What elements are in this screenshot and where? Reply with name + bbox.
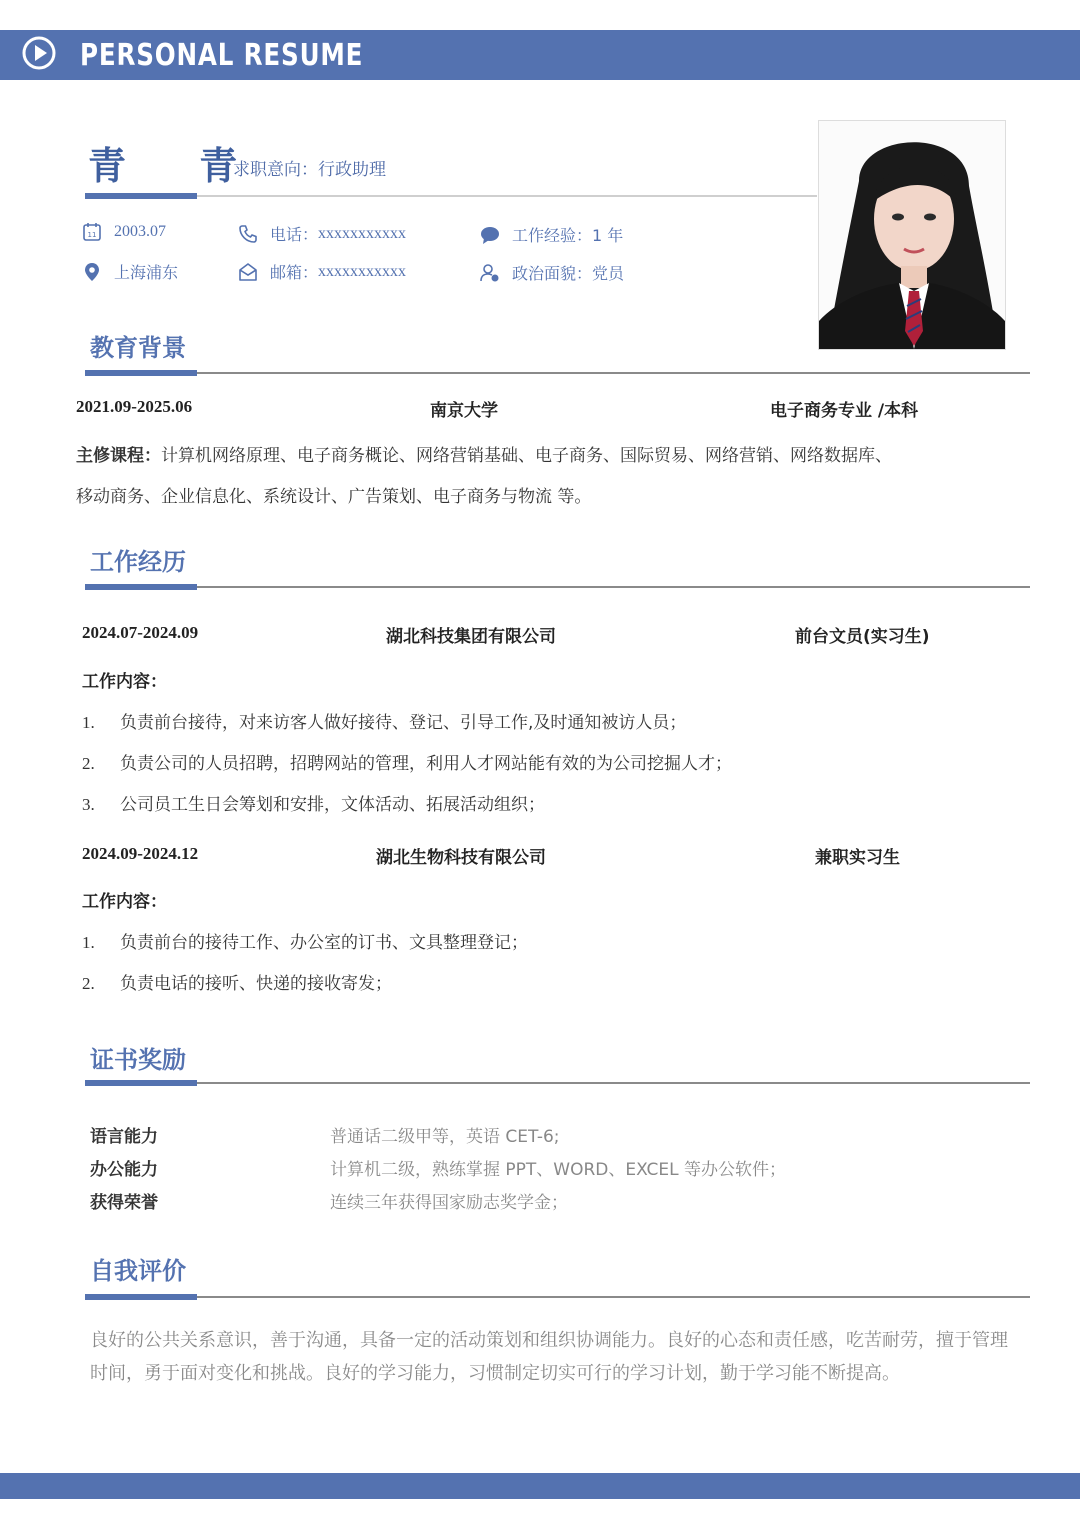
self-eval-divider xyxy=(197,1296,1030,1298)
courses-line-1 xyxy=(76,441,892,466)
self-eval-title-bar xyxy=(85,1294,197,1300)
job-2-content-label: 工作内容： xyxy=(82,892,167,912)
candidate-name: 青 青 xyxy=(88,144,268,188)
play-icon xyxy=(22,36,56,70)
person-icon xyxy=(480,263,500,283)
work-divider xyxy=(197,586,1030,588)
certs-title: 证书奖励 xyxy=(90,1046,186,1074)
job-2-role: 兼职实习生 xyxy=(815,848,900,868)
major-degree: 电子商务专业 /本科 xyxy=(770,401,919,421)
job-1-company: 湖北科技集团有限公司 xyxy=(386,627,556,647)
job-1-item-1 xyxy=(82,708,686,733)
education-period: 2021.09-2025.06 xyxy=(76,397,193,416)
work-title-bar xyxy=(85,584,197,590)
cert-label-language: 语言能力 xyxy=(90,1127,158,1147)
courses-text-1: 计算机网络原理、电子商务概论、网络营销基础、电子商务、国际贸易、网络营销、网络数据库、 xyxy=(161,446,892,466)
birth-date: 2003.07 xyxy=(114,223,166,240)
item-text: 负责公司的人员招聘，招聘网站的管理，利用人才网站能有效的为公司挖掘人才； xyxy=(120,754,732,774)
item-text: 公司员工生日会筹划和安排，文体活动、拓展活动组织； xyxy=(120,795,545,815)
footer-bar xyxy=(0,1473,1080,1499)
item-number: 2. xyxy=(82,754,95,773)
item-number: 2. xyxy=(82,974,95,993)
phone-label: 电话： xyxy=(270,225,319,244)
job-1-content-label: 工作内容： xyxy=(82,672,167,692)
email-icon xyxy=(238,262,258,282)
item-number: 3. xyxy=(82,795,95,814)
political-status: 政治面貌：党员 xyxy=(512,264,625,283)
name-underline xyxy=(85,193,197,199)
experience-info xyxy=(480,223,623,246)
school-name: 南京大学 xyxy=(430,401,498,421)
profile-photo xyxy=(818,120,1006,350)
job-2-company: 湖北生物科技有限公司 xyxy=(376,848,546,868)
cert-label-office: 办公能力 xyxy=(90,1160,158,1180)
education-title: 教育背景 xyxy=(90,334,186,362)
phone-icon xyxy=(238,224,258,244)
education-divider xyxy=(197,372,1030,374)
phone-info xyxy=(238,222,406,245)
politics-info xyxy=(480,261,624,284)
cert-label-honor: 获得荣誉 xyxy=(90,1193,158,1213)
self-eval-text: 良好的公共关系意识，善于沟通，具备一定的活动策划和组织协调能力。良好的心态和责任感，吃苦耐劳，擅于管理时间，勇于面对变化和挑战。良好的学习能力，习惯制定切实可行的学习计划，勤于学习能不断提高。 xyxy=(90,1330,1008,1384)
cert-value-office: 计算机二级，熟练掌握 PPT、WORD、EXCEL 等办公软件； xyxy=(330,1160,787,1180)
location-info xyxy=(82,260,178,283)
work-title: 工作经历 xyxy=(90,548,186,576)
education-title-bar xyxy=(85,370,197,376)
job-intent: 求职意向：行政助理 xyxy=(233,160,386,180)
job-2-item-2 xyxy=(82,969,392,994)
work-experience: 工作经验：1 年 xyxy=(512,226,624,245)
email-info xyxy=(238,260,406,283)
job-1-item-2 xyxy=(82,749,732,774)
cert-value-language: 普通话二级甲等，英语 CET-6; xyxy=(330,1127,560,1147)
header-divider xyxy=(197,195,817,197)
location-icon xyxy=(82,262,102,282)
job-2-item-1 xyxy=(82,928,528,953)
certs-divider xyxy=(197,1082,1030,1084)
chat-icon xyxy=(480,225,500,245)
cert-value-honor: 连续三年获得国家励志奖学金； xyxy=(330,1193,568,1213)
item-number: 1. xyxy=(82,713,95,732)
courses-label: 主修课程： xyxy=(76,446,161,466)
location: 上海浦东 xyxy=(114,263,179,282)
item-number: 1. xyxy=(82,933,95,952)
certs-title-bar xyxy=(85,1080,197,1086)
svg-text:11: 11 xyxy=(87,231,97,239)
job-1-role: 前台文员(实习生) xyxy=(795,627,930,647)
courses-line-2: 移动商务、企业信息化、系统设计、广告策划、电子商务与物流 等。 xyxy=(76,487,592,507)
header-bar xyxy=(0,30,1080,80)
email-value[interactable]: xxxxxxxxxxx xyxy=(318,262,407,280)
item-text: 负责电话的接听、快递的接收寄发； xyxy=(120,974,392,994)
resume-title: PERSONAL RESUME xyxy=(80,38,364,73)
phone-value[interactable]: xxxxxxxxxxx xyxy=(318,224,407,242)
email-label: 邮箱： xyxy=(270,263,319,282)
job-1-period: 2024.07-2024.09 xyxy=(82,623,199,642)
birth-info xyxy=(82,222,166,242)
item-text: 负责前台的接待工作、办公室的订书、文具整理登记； xyxy=(120,933,528,953)
item-text: 负责前台接待，对来访客人做好接待、登记、引导工作,及时通知被访人员； xyxy=(120,713,687,733)
job-2-period: 2024.09-2024.12 xyxy=(82,844,199,863)
calendar-icon xyxy=(82,222,102,242)
job-1-item-3 xyxy=(82,790,545,815)
self-eval-title: 自我评价 xyxy=(90,1257,186,1285)
